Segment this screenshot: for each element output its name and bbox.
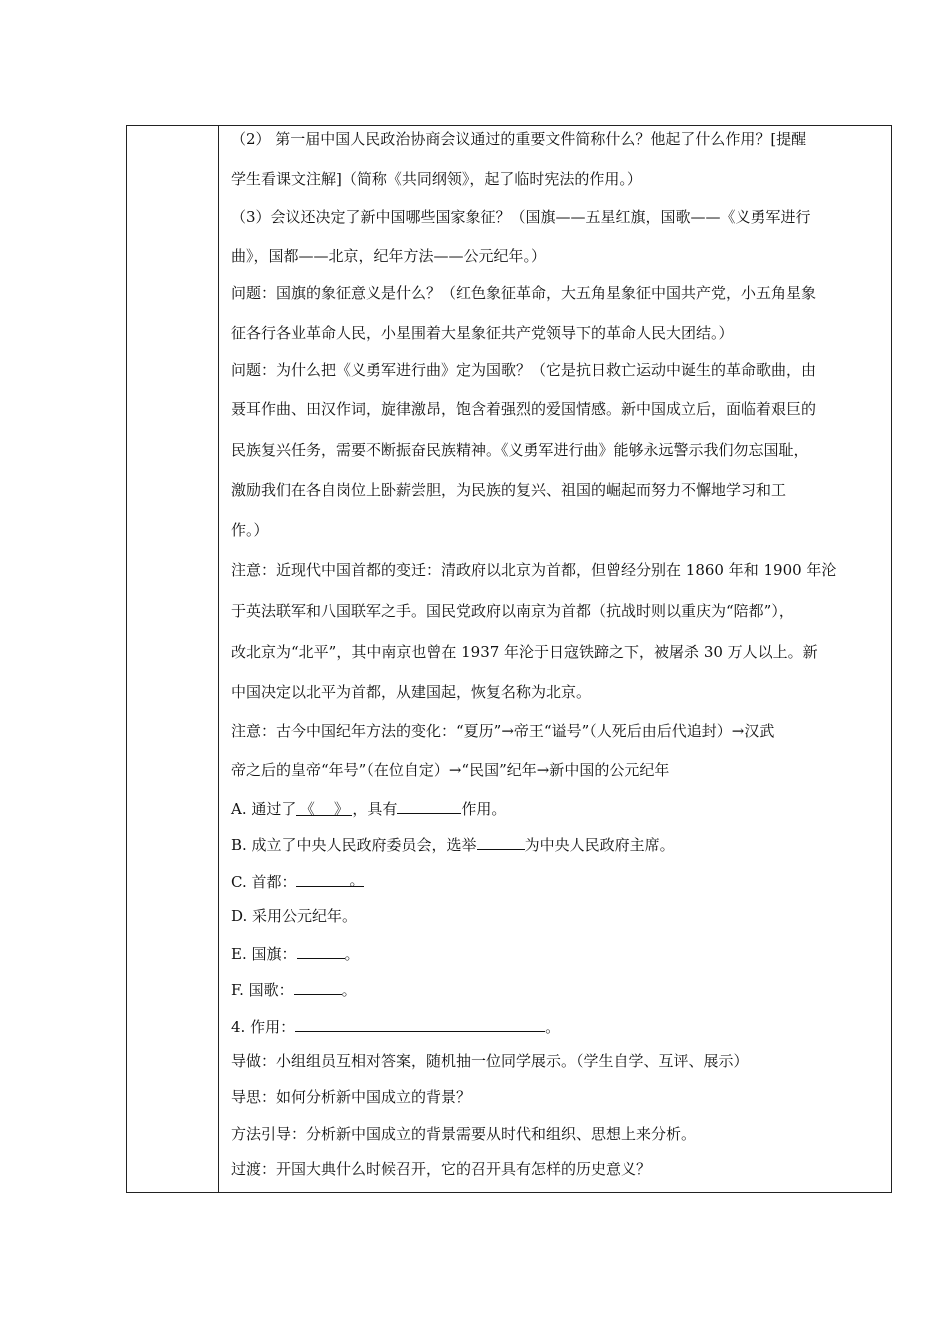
fill-g-prefix: 4. 作用： [231,1018,296,1036]
fill-item-a [231,797,506,819]
fill-f-prefix: F. 国歌： [231,981,294,999]
book-mark-open: 《 [299,800,315,818]
fill-a-prefix: A. 通过了 [231,800,297,818]
text-line: 聂耳作曲、田汉作词，旋律激昂，饱含着强烈的爱国情感。新中国成立后，面临着艰巨的 [231,400,817,418]
fill-e-suffix: 。 [344,945,360,963]
text-line: 过渡：开国大典什么时候召开，它的召开具有怎样的历史意义？ [231,1160,652,1178]
fill-c-suffix: 。 [349,871,365,889]
fill-item-g [231,1015,560,1037]
text-line: （2） 第一届中国人民政治协商会议通过的重要文件简称什么？他起了什么作用？[提醒 [231,130,807,148]
text-line: 作。） [231,521,269,539]
fill-a-blank[interactable] [296,799,352,816]
text-line: 学生看课文注解]（简称《共同纲领》，起了临时宪法的作用。） [231,170,642,188]
fill-item-b [231,833,675,855]
fill-e-blank[interactable] [297,942,345,959]
text-line: 曲》，国都——北京，纪年方法——公元纪年。） [231,247,547,265]
fill-c-blank[interactable] [296,870,364,887]
fill-g-suffix: 。 [545,1018,561,1036]
text-line: 帝之后的皇帝“年号”（在位自定）→“民国”纪年→新中国的公元纪年 [231,761,670,779]
fill-e-prefix: E. 国旗： [231,945,297,963]
lesson-table [126,125,892,1193]
fill-item-d: D. 采用公元纪年。 [231,907,358,925]
fill-a-suffix: 作用。 [461,800,507,818]
fill-item-e [231,942,360,964]
book-mark-close: 》 [333,800,349,818]
fill-item-c [231,870,364,892]
fill-f-suffix: 。 [341,981,357,999]
text-line: 问题：为什么把《义勇军进行曲》定为国歌？（它是抗日救亡运动中诞生的革命歌曲，由 [231,361,817,379]
text-line: 于英法联军和八国联军之手。国民党政府以南京为首都（抗战时则以重庆为“陪都”）， [231,602,794,620]
text-line: 民族复兴任务，需要不断振奋民族精神。《义勇军进行曲》能够永远警示我们勿忘国耻， [231,441,809,459]
text-line: 导做：小组组员互相对答案，随机抽一位同学展示。（学生自学、互评、展示） [231,1052,749,1070]
fill-a-mid: ，具有 [352,800,398,818]
table-left-column [127,126,219,1192]
fill-f-blank[interactable] [294,978,342,995]
text-line: 改北京为“北平”，其中南京也曾在 1937 年沦于日寇铁蹄之下，被屠杀 30 万人以上。新 [231,643,818,661]
text-line: 中国决定以北平为首都，从建国起，恢复名称为北京。 [231,683,592,701]
text-line: 导思：如何分析新中国成立的背景？ [231,1088,472,1106]
text-line: 注意：古今中国纪年方法的变化：“夏历”→帝王“谥号”（人死后由后代追封）→汉武 [231,722,775,740]
fill-b-suffix: 为中央人民政府主席。 [524,836,675,854]
fill-b-prefix: B. 成立了中央人民政府委员会，选举 [231,836,477,854]
text-line: 征各行各业革命人民，小星围着大星象征共产党领导下的革命人民大团结。） [231,324,734,342]
fill-c-prefix: C. 首都： [231,873,297,891]
text-line: 注意：近现代中国首都的变迁：清政府以北京为首都，但曾经分别在 1860 年和 1900 年沦 [231,561,837,579]
text-line: 问题：国旗的象征意义是什么？（红色象征革命，大五角星象征中国共产党，小五角星象 [231,284,817,302]
fill-g-blank[interactable] [295,1015,545,1032]
fill-b-blank[interactable] [477,833,525,850]
fill-item-f [231,978,357,1000]
text-line: 激励我们在各自岗位上卧薪尝胆，为民族的复兴、祖国的崛起而努力不懈地学习和工 [231,481,787,499]
text-line: （3）会议还决定了新中国哪些国家象征？（国旗——五星红旗，国歌——《义勇军进行 [231,208,811,226]
text-line: 方法引导：分析新中国成立的背景需要从时代和组织、思想上来分析。 [231,1125,697,1143]
fill-a-blank-2[interactable] [397,797,461,814]
